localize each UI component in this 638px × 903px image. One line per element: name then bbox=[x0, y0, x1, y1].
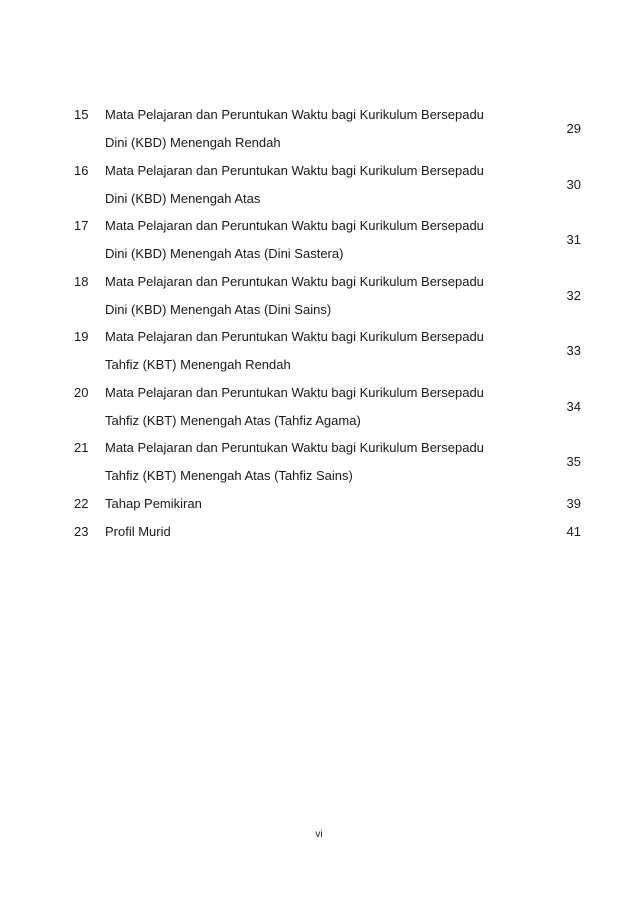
entry-title-line: Mata Pelajaran dan Peruntukan Waktu bagi Kurikulum Bersepadu bbox=[105, 329, 484, 344]
entry-title bbox=[105, 434, 584, 490]
entry-title bbox=[105, 490, 584, 518]
entry-title-line: Tahap Pemikiran bbox=[105, 495, 202, 511]
entry-title-line: Profil Murid bbox=[105, 523, 171, 539]
entry-title-line: Tahfiz (KBT) Menengah Rendah bbox=[105, 357, 291, 372]
entry-title-line: Mata Pelajaran dan Peruntukan Waktu bagi Kurikulum Bersepadu bbox=[105, 440, 484, 455]
entry-page-number: 32 bbox=[566, 287, 581, 303]
entry-title bbox=[105, 323, 584, 379]
entry-title bbox=[105, 268, 584, 324]
toc-entry[interactable] bbox=[74, 490, 584, 518]
entry-title-line: Dini (KBD) Menengah Rendah bbox=[105, 135, 281, 150]
entry-number: 22 bbox=[74, 495, 89, 511]
entry-number: 19 bbox=[74, 329, 89, 344]
entry-number: 20 bbox=[74, 384, 89, 400]
toc-entry[interactable] bbox=[74, 379, 584, 435]
table-of-contents bbox=[74, 101, 584, 546]
entry-number: 23 bbox=[74, 523, 89, 539]
entry-title-line: Dini (KBD) Menengah Atas bbox=[105, 190, 261, 206]
entry-page-number: 35 bbox=[566, 454, 581, 469]
entry-title-line: Tahfiz (KBT) Menengah Atas (Tahfiz Sains) bbox=[105, 468, 353, 483]
entry-title-line: Tahfiz (KBT) Menengah Atas (Tahfiz Agama) bbox=[105, 412, 361, 428]
entry-page-number: 34 bbox=[566, 398, 581, 414]
toc-entry[interactable] bbox=[74, 323, 584, 379]
entry-title bbox=[105, 379, 584, 435]
toc-entry[interactable] bbox=[74, 434, 584, 490]
entry-number: 18 bbox=[74, 273, 89, 289]
entry-title-line: Mata Pelajaran dan Peruntukan Waktu bagi Kurikulum Bersepadu bbox=[105, 384, 484, 400]
toc-entry[interactable] bbox=[74, 268, 584, 324]
entry-title-line: Mata Pelajaran dan Peruntukan Waktu bagi Kurikulum Bersepadu bbox=[105, 218, 484, 233]
entry-number: 15 bbox=[74, 107, 89, 122]
entry-number: 21 bbox=[74, 440, 89, 455]
entry-page-number: 31 bbox=[566, 232, 581, 247]
entry-number: 16 bbox=[74, 162, 89, 178]
entry-page-number: 41 bbox=[566, 523, 581, 539]
toc-entry[interactable] bbox=[74, 518, 584, 546]
entry-title bbox=[105, 157, 584, 213]
page-footer-number: vi bbox=[315, 829, 323, 840]
entry-title-line: Dini (KBD) Menengah Atas (Dini Sains) bbox=[105, 301, 332, 317]
toc-entry[interactable] bbox=[74, 212, 584, 268]
entry-title bbox=[105, 518, 584, 546]
toc-entry[interactable] bbox=[74, 101, 584, 157]
entry-page-number: 33 bbox=[566, 343, 581, 358]
entry-page-number: 39 bbox=[566, 495, 581, 511]
entry-title bbox=[105, 212, 584, 268]
toc-entry[interactable] bbox=[74, 157, 584, 213]
entry-title-line: Dini (KBD) Menengah Atas (Dini Sastera) bbox=[105, 246, 344, 261]
entry-title-line: Mata Pelajaran dan Peruntukan Waktu bagi Kurikulum Bersepadu bbox=[105, 107, 484, 122]
entry-number: 17 bbox=[74, 218, 89, 233]
entry-title-line: Mata Pelajaran dan Peruntukan Waktu bagi Kurikulum Bersepadu bbox=[105, 162, 484, 178]
entry-page-number: 30 bbox=[566, 176, 581, 192]
entry-page-number: 29 bbox=[566, 121, 581, 136]
entry-title-line: Mata Pelajaran dan Peruntukan Waktu bagi Kurikulum Bersepadu bbox=[105, 273, 484, 289]
entry-title bbox=[105, 101, 584, 157]
